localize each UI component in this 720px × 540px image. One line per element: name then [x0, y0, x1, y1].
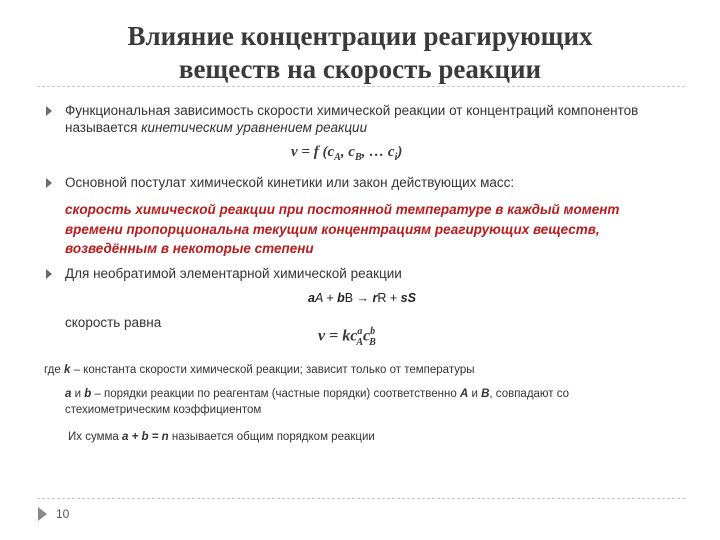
note-partial-orders: a и b – порядки реакции по реагентам (частные порядки) соответственно A и B, совпадают со стехиометрическим коэффициентом	[65, 388, 570, 416]
note-k-constant: где k – константа скорости химической реакции; зависит только от температуры	[44, 364, 475, 376]
title-line-1: Влияние концентрации реагирующих	[127, 21, 593, 51]
bullet-arrow-icon	[46, 178, 52, 188]
mass-action-definition: скорость химической реакции при постоянной температуре в каждый момент времени пропорциональна текущим концентрациям реагирующих веществ, возведённым в некоторые степени	[65, 202, 620, 256]
title-divider	[37, 86, 685, 87]
page-number: 10	[56, 507, 70, 521]
rate-label: скорость равна	[65, 315, 162, 330]
bullet-3-text: Для необратимой элементарной химической реакции	[65, 266, 402, 281]
note-total-order: Их сумма a + b = n называется общим порядком реакции	[68, 431, 375, 443]
rate-law-formula: $v = kc^a_Ac^b_B$	[318, 326, 376, 348]
page-arrow-icon	[38, 507, 47, 521]
reaction-equation: aA + bB → rR + sS	[308, 291, 416, 305]
bullet-1-text: Функциональная зависимость скорости химической реакции от концентраций компонентов называется кинетическим уравнением реакции	[65, 103, 639, 135]
bullet-1-emphasis: кинетическим уравнением реакции	[141, 120, 368, 135]
bullet-arrow-icon	[46, 106, 52, 116]
footer-divider	[37, 498, 685, 499]
bullet-arrow-icon	[46, 269, 52, 279]
kinetic-equation-formula: v = f ($c_A$, $c_B$, … $c_i$)	[291, 144, 403, 163]
title-line-2: веществ на скорость реакции	[178, 54, 542, 84]
bullet-2-text: Основной постулат химической кинетики или закон действующих масс:	[65, 175, 515, 190]
slide-title	[60, 20, 660, 86]
